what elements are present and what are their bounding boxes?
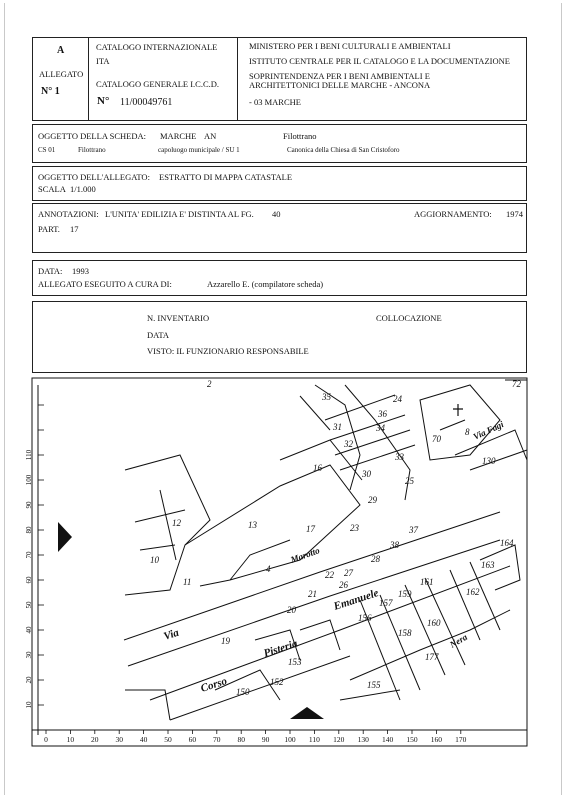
annotazioni-foglio: 40 — [272, 209, 281, 219]
parcel-label: 16 — [313, 463, 322, 473]
left-tick-label: 90 — [25, 501, 33, 509]
parcel-label: 17 — [306, 524, 315, 534]
parcel-label: 4 — [266, 564, 271, 574]
bottom-tick-label: 40 — [139, 735, 148, 744]
parcel-label: 8 — [465, 427, 470, 437]
parcel-label: 23 — [350, 523, 359, 533]
oggetto-scheda-label: OGGETTO DELLA SCHEDA: — [38, 131, 146, 141]
parcel-label: 153 — [288, 657, 302, 667]
bottom-tick-label: 150 — [406, 735, 418, 744]
left-tick-label: 30 — [25, 651, 33, 659]
parcel-label: 13 — [248, 520, 257, 530]
bottom-tick-label: 160 — [430, 735, 443, 744]
bottom-tick-label: 10 — [66, 735, 75, 744]
street-via: Via — [162, 626, 181, 643]
data-value: 1993 — [72, 266, 89, 276]
parcel-label: 24 — [393, 394, 402, 404]
bottom-tick-label: 100 — [284, 735, 296, 744]
parcel-label: 27 — [344, 568, 353, 578]
oggetto-region: MARCHE — [160, 131, 197, 141]
street-pisteria: Pisteria — [262, 637, 300, 660]
parcel-label: 33 — [395, 452, 404, 462]
n-prefix: N° — [97, 95, 110, 107]
bottom-tick-label: 50 — [164, 735, 172, 744]
parcel-label: 70 — [432, 434, 441, 444]
scala-label: SCALA — [38, 184, 66, 194]
catalog-number: 11/00049761 — [120, 97, 173, 108]
parcel-label: 36 — [378, 409, 387, 419]
collocazione-label: COLLOCAZIONE — [376, 313, 442, 323]
visto-label: VISTO: IL FUNZIONARIO RESPONSABILE — [147, 346, 309, 356]
parcel-label: 161 — [420, 577, 434, 587]
allegato-number: N° 1 — [41, 86, 60, 97]
parcel-label: 38 — [390, 540, 399, 550]
parcel-label: 156 — [358, 613, 372, 623]
catalogo-internazionale: CATALOGO INTERNAZIONALE — [96, 42, 218, 52]
parcel-label: 34 — [376, 423, 385, 433]
bottom-tick-label: 90 — [261, 735, 270, 744]
parcel-label: 163 — [481, 560, 495, 570]
header-letter: A — [57, 45, 65, 56]
left-tick-label: 100 — [25, 474, 33, 486]
bottom-tick-label: 80 — [237, 735, 245, 744]
parcel-label: 35 — [322, 392, 331, 402]
n-inventario-label: N. INVENTARIO — [147, 313, 210, 323]
parcel-label: 155 — [367, 680, 381, 690]
ita-code: ITA — [96, 56, 110, 66]
parcel-label: 32 — [344, 439, 353, 449]
soprintendenza-line-1: SOPRINTENDENZA PER I BENI AMBIENTALI E — [249, 71, 430, 81]
bottom-tick-label: 0 — [44, 735, 48, 744]
parcel-label: 31 — [333, 422, 342, 432]
street-via-fagi: Via Fagi — [471, 419, 506, 442]
parcel-label: 25 — [405, 476, 414, 486]
parcel-label: 177 — [425, 652, 439, 662]
parcel-label: 20 — [287, 605, 296, 615]
oggetto-allegato-label: OGGETTO DELL'ALLEGATO: — [38, 172, 150, 182]
parcel-label: 11 — [183, 577, 192, 587]
oggetto-allegato-value: ESTRATTO DI MAPPA CATASTALE — [159, 172, 293, 182]
scala-value: 1/1.000 — [70, 184, 96, 194]
left-tick-label: 60 — [25, 576, 33, 584]
parcel-label: 21 — [308, 589, 317, 599]
data-label: DATA: — [38, 266, 63, 276]
parcel-label: 150 — [236, 687, 250, 697]
left-tick-label: 80 — [25, 526, 33, 534]
bottom-tick-label: 60 — [188, 735, 197, 744]
aggiornamento-value: 1974 — [506, 209, 523, 219]
parcel-label: 10 — [150, 555, 159, 565]
part-value: 17 — [70, 224, 79, 234]
parcel-label: 26 — [339, 580, 348, 590]
bottom-tick-label: 130 — [357, 735, 369, 744]
oggetto-town: Filottrano — [283, 131, 317, 141]
allegato-eseguito-label: ALLEGATO ESEGUITO A CURA DI: — [38, 279, 172, 289]
bottom-tick-label: 70 — [213, 735, 221, 744]
bottom-tick-label: 20 — [91, 735, 99, 744]
parcel-label: 72 — [512, 379, 521, 389]
parcel-label: 22 — [325, 570, 334, 580]
street-nera: Nera — [448, 631, 470, 650]
parcel-label: 19 — [221, 636, 230, 646]
bottom-tick-label: 170 — [455, 735, 467, 744]
left-tick-label: 70 — [25, 551, 33, 559]
bottom-tick-label: 110 — [308, 735, 320, 744]
soprintendenza-line-2: ARCHITETTONICI DELLE MARCHE - ANCONA — [249, 80, 431, 90]
parcel-label: 160 — [427, 618, 441, 628]
left-tick-label: 40 — [25, 626, 33, 634]
street-emanuele: Emanuele — [332, 587, 381, 613]
bottom-tick-label: 140 — [381, 735, 394, 744]
oggetto-type: capoluogo municipale / SU 1 — [158, 146, 240, 154]
bottom-tick-label: 120 — [333, 735, 345, 744]
parcel-label: 2 — [207, 379, 212, 389]
annotazioni-label: ANNOTAZIONI: — [38, 209, 99, 219]
left-tick-label: 50 — [25, 601, 33, 609]
parcel-label: 12 — [172, 518, 181, 528]
region-code: - 03 MARCHE — [249, 97, 301, 107]
left-tick-label: 110 — [25, 449, 33, 461]
bottom-tick-label: 30 — [115, 735, 123, 744]
parcel-label: 158 — [398, 628, 412, 638]
parcel-label: 37 — [409, 525, 418, 535]
ministry-name: MINISTERO PER I BENI CULTURALI E AMBIENTALI — [249, 41, 451, 51]
left-tick-label: 10 — [25, 701, 33, 709]
catalogo-generale: CATALOGO GENERALE I.C.C.D. — [96, 79, 220, 89]
parcel-label: 29 — [368, 495, 377, 505]
street-corso: Corso — [199, 675, 229, 695]
allegato-label: ALLEGATO — [39, 69, 84, 79]
parcel-label: 164 — [500, 538, 514, 548]
oggetto-province: AN — [204, 131, 217, 141]
parcel-label: 157 — [379, 598, 393, 608]
aggiornamento-label: AGGIORNAMENTO: — [414, 209, 492, 219]
annotazioni-value: L'UNITA' EDILIZIA E' DISTINTA AL FG. — [105, 209, 254, 219]
parcel-label: 30 — [362, 469, 371, 479]
left-tick-label: 20 — [25, 676, 33, 684]
parcel-label: 152 — [270, 677, 284, 687]
inventario-data-label: DATA — [147, 330, 169, 340]
parcel-label: 162 — [466, 587, 480, 597]
institute-name: ISTITUTO CENTRALE PER IL CATALOGO E LA DOCUMENTAZIONE — [249, 56, 510, 66]
parcel-label: 159 — [398, 589, 412, 599]
part-label: PART. — [38, 224, 60, 234]
street-marotto: Marotto — [289, 545, 321, 565]
parcel-label: 28 — [371, 554, 380, 564]
oggetto-object: Canonica della Chiesa di San Cristoforo — [287, 146, 400, 154]
oggetto-place: Filottrano — [78, 146, 106, 154]
allegato-eseguito-value: Azzarello E. (compilatore scheda) — [207, 279, 324, 289]
oggetto-code: CS 01 — [38, 146, 56, 154]
parcel-label: 130 — [482, 456, 496, 466]
